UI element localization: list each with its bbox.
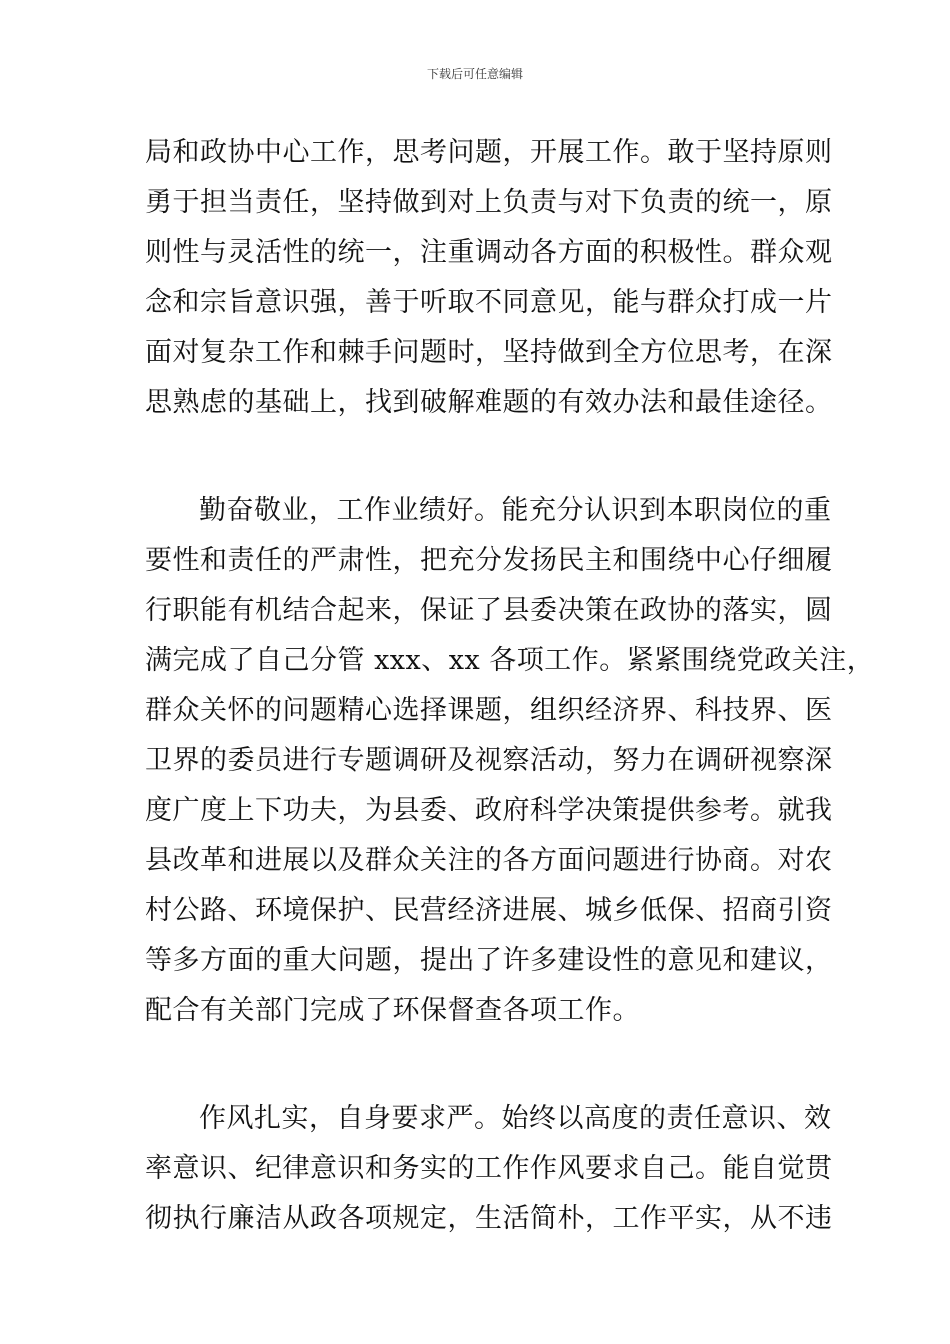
text-line: 率意识、纪律意识和务实的工作作风要求自己。能自觉贯 — [145, 1153, 833, 1184]
text-line: 思熟虑的基础上，找到破解难题的有效办法和最佳途径。 — [145, 387, 833, 418]
text-line: 面对复杂工作和棘手问题时，坚持做到全方位思考，在深 — [145, 337, 833, 368]
paragraph-2 — [145, 486, 875, 1036]
text-line: 则性与灵活性的统一，注重调动各方面的积极性。群众观 — [145, 237, 833, 268]
text-line: 行职能有机结合起来，保证了县委决策在政协的落实，圆 — [145, 595, 833, 626]
document-body — [145, 128, 875, 1244]
page-header: 下载后可任意编辑 — [426, 67, 523, 81]
text-line: 村公路、环境保护、民营经济进展、城乡低保、招商引资 — [145, 895, 833, 926]
text-line: 要性和责任的严肃性，把充分发扬民主和围绕中心仔细履 — [145, 545, 833, 576]
text-line: 群众关怀的问题精心选择课题，组织经济界、科技界、医 — [145, 695, 833, 726]
text-line: 勤奋敬业，工作业绩好。能充分认识到本职岗位的重 — [199, 495, 832, 526]
text-line: 勇于担当责任，坚持做到对上负责与对下负责的统一，原 — [145, 187, 833, 218]
text-line: 配合有关部门完成了环保督查各项工作。 — [145, 995, 640, 1026]
paragraph-3 — [145, 1094, 833, 1244]
text-line: 卫界的委员进行专题调研及视察活动，努力在调研视察深 — [145, 745, 833, 776]
text-line: 度广度上下功夫，为县委、政府科学决策提供参考。就我 — [145, 795, 833, 826]
text-line: 等多方面的重大问题，提出了许多建设性的意见和建议， — [145, 945, 833, 976]
text-line: 作风扎实，自身要求严。始终以高度的责任意识、效 — [199, 1103, 832, 1134]
text-line: 县改革和进展以及群众关注的各方面问题进行协商。对农 — [145, 845, 833, 876]
text-line: 彻执行廉洁从政各项规定，生活简朴，工作平实，从不违 — [145, 1203, 833, 1234]
text-line: 念和宗旨意识强，善于听取不同意见，能与群众打成一片 — [145, 287, 833, 318]
paragraph-1 — [145, 128, 833, 428]
text-line: 局和政协中心工作，思考问题，开展工作。敢于坚持原则 — [145, 137, 833, 168]
text-line: 满完成了自己分管 xxx、xx 各项工作。紧紧围绕党政关注， — [145, 645, 875, 676]
